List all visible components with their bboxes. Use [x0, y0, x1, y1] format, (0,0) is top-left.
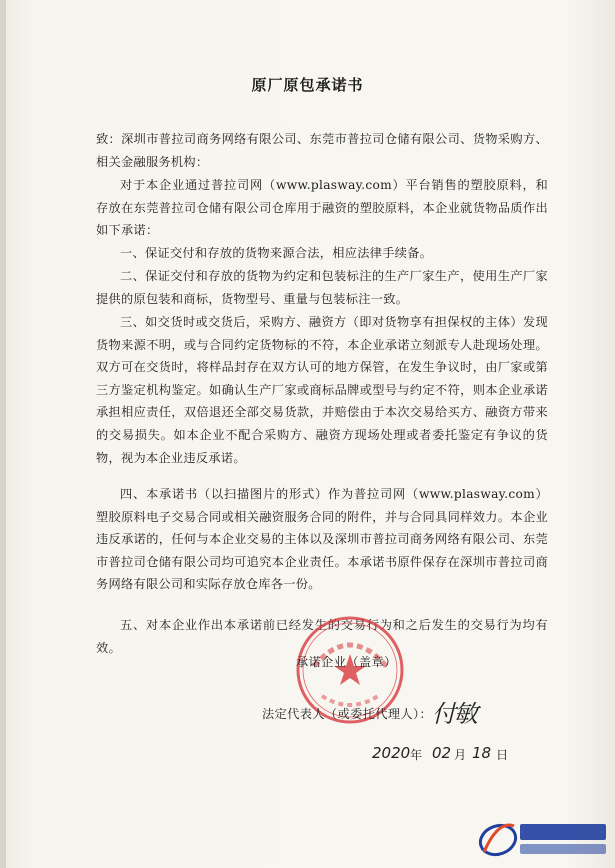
rep-signature: 付敏	[432, 700, 476, 728]
clause-1: 一、保证交付和存放的货物来源合法，相应法律手续备。	[120, 246, 433, 260]
date-day-label: 日	[496, 748, 509, 762]
clause-5: 五、对本企业作出本承诺前已经发生的交易行为和之后发生的交易行为均有效。	[96, 618, 548, 655]
date-month-label: 月	[454, 748, 467, 762]
date-month: 02	[432, 744, 452, 762]
clause-3: 三、如交货时或交货后，采购方、融资方（即对货物享有担保权的主体）发现货物来源不明，或与合同约定货物标的不符，本企业承诺立刻派专人赴现场处理。双方可在交货时，将样品封存在双方认可的地方保管，在发生争议时，由厂家或第三方鉴定机构鉴定。如确认生产厂家或商标品牌或型号与约定不符，则本企业承诺承担相应责任，双倍退还全部交易货款，并赔偿由于本次交易给买方、融资方带来的交易损失。如本企业不配合采购方、融资方现场处理或者委托鉴定有争议的货物，视为本企业违反承诺。	[96, 315, 548, 465]
date-year-label: 年	[410, 748, 423, 762]
legal-rep-label: 法定代表人（或委托代理人）：	[262, 707, 433, 721]
date-day: 18	[472, 744, 492, 762]
date-year: 2020	[372, 744, 411, 762]
scan-edge	[0, 0, 6, 868]
clause-2: 二、保证交付和存放的货物为约定和包装标注的生产厂家生产，使用生产厂家提供的原包装和商标，货物型号、重量与包装标注一致。	[96, 269, 548, 306]
plasway-logo	[476, 812, 612, 864]
intro-paragraph: 对于本企业通过普拉司网（www.plasway.com）平台销售的塑胶原料，和存放在东莞普拉司仓储有限公司仓库用于融资的塑胶原料，本企业就货物品质作出如下承诺：	[96, 178, 548, 238]
salutation: 致：深圳市普拉司商务网络有限公司、东莞市普拉司仓储有限公司、货物采购方、相关金融服务机构：	[96, 132, 548, 169]
signer-label: 承诺企业（盖章）	[296, 655, 397, 669]
document-title: 原厂原包承诺书	[251, 76, 364, 94]
clause-4: 四、本承诺书（以扫描图片的形式）作为普拉司网（www.plasway.com）塑胶原料电子交易合同或相关融资服务合同的附件，并与合同具同样效力。本企业违反承诺的，任何与本企业交易的主体以及深圳市普拉司商务网络有限公司、东莞市普拉司仓储有限公司均可追究本企业责任。本承诺书原件保存在深圳市普拉司商务网络有限公司和实际存放仓库各一份。	[96, 487, 548, 592]
